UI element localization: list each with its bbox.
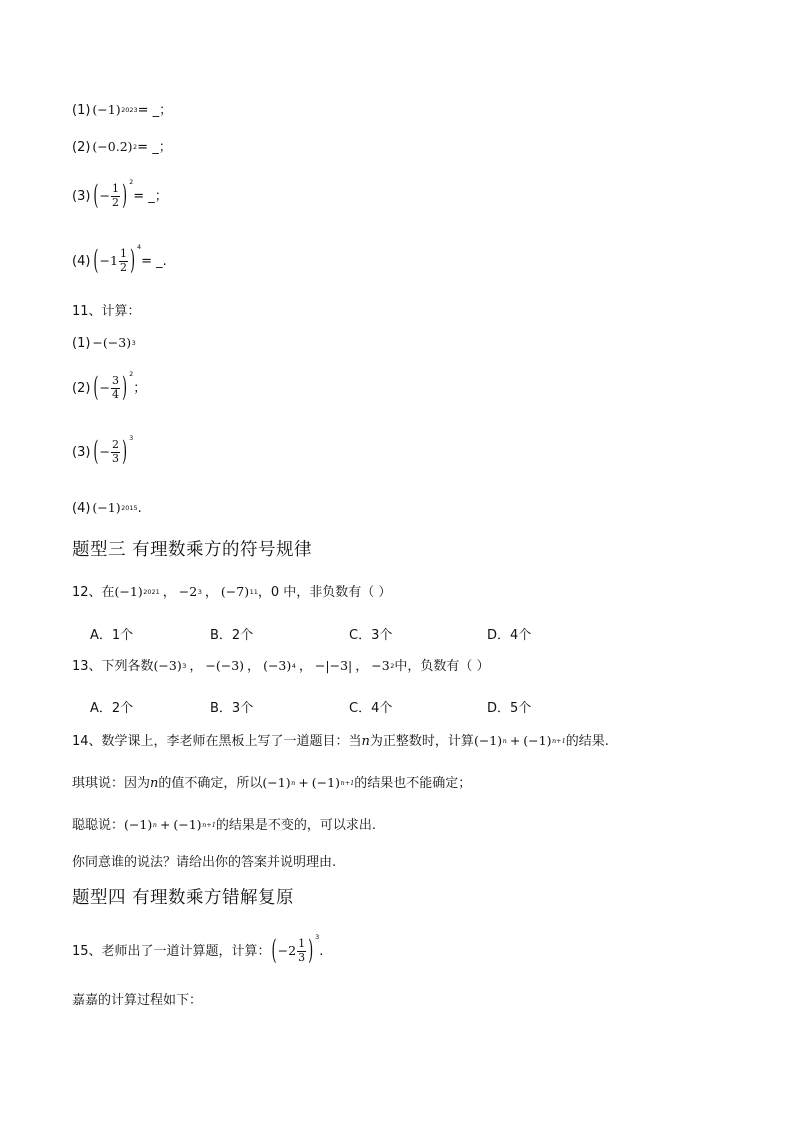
comma: ， <box>247 659 261 674</box>
term-3: (−3) <box>263 658 292 674</box>
q11-title: 11、计算： <box>72 304 141 319</box>
whole-part: 2 <box>288 942 297 958</box>
fraction <box>119 248 128 274</box>
text: 聪聪说： <box>72 818 125 833</box>
plus-sign: + <box>159 817 171 833</box>
q10-item-4 <box>72 243 167 277</box>
question-prefix: 12、在 <box>72 585 115 600</box>
right-paren: ) <box>121 436 128 468</box>
q14-congcong-statement <box>72 819 376 832</box>
q11-item-4 <box>72 502 142 515</box>
text: 为正整数时，计算 <box>369 734 474 749</box>
q10-item-3 <box>72 178 168 212</box>
option-d[interactable]: D．5个 <box>487 701 532 716</box>
left-paren: ( <box>93 180 99 212</box>
q14-prompt: 你同意谁的说法？请给出你的答案并说明理由. <box>72 855 337 870</box>
exponent: 4 <box>137 243 142 251</box>
denominator: 3 <box>298 950 306 964</box>
q10-item-2 <box>72 141 172 154</box>
expression-term: (−1) <box>523 733 552 749</box>
right-paren: ) <box>121 372 128 404</box>
numerator: 2 <box>111 438 119 451</box>
comma: ， <box>355 659 369 674</box>
exponent: 3 <box>129 434 134 442</box>
exponent: 2021 <box>143 588 160 597</box>
q14-qiqi-statement <box>72 777 471 790</box>
option-d[interactable]: D．4个 <box>487 628 532 643</box>
expression-term: (−1) <box>473 733 503 749</box>
left-paren: ( <box>271 935 277 967</box>
exponent: 3 <box>182 662 187 671</box>
item-label: (2) <box>72 140 91 155</box>
item-label: (2) <box>72 380 91 396</box>
term-5: −3 <box>371 658 390 674</box>
expression: (−1) <box>92 102 121 118</box>
item-label: (1) <box>72 336 91 351</box>
comma: ， <box>189 659 203 674</box>
term-1: (−3) <box>153 658 182 674</box>
item-label: (4) <box>72 501 91 516</box>
left-paren: ( <box>93 436 99 468</box>
exponent: 2 <box>129 178 134 186</box>
exponent: 2 <box>129 370 134 378</box>
q12-question <box>72 586 391 599</box>
variable-n: n <box>361 734 370 749</box>
comma: ， <box>204 585 218 600</box>
exponent: 2 <box>133 143 138 152</box>
punctuation: ； <box>133 380 147 396</box>
numerator: 1 <box>298 937 306 950</box>
term-2: −(−3) <box>205 658 245 674</box>
question-prefix: 13、下列各数 <box>72 659 154 674</box>
option-b[interactable]: B．3个 <box>210 701 254 716</box>
term-1: (−1) <box>114 584 143 600</box>
numerator: 1 <box>111 182 119 195</box>
left-paren: ( <box>93 245 99 277</box>
denominator: 2 <box>111 195 119 209</box>
term-2: −2 <box>178 584 198 600</box>
answer-blank: = _； <box>133 188 168 204</box>
expression-term: (−1) <box>124 817 153 833</box>
text: 的结果. <box>565 734 609 749</box>
option-a[interactable]: A．2个 <box>90 701 134 716</box>
expression: (−0.2) <box>92 139 133 155</box>
expression-term: (−1) <box>311 775 340 791</box>
text: 的结果是不变的，可以求出. <box>215 818 376 833</box>
item-label: (4) <box>72 253 91 269</box>
exponent: 4 <box>291 662 296 671</box>
text: 的值不确定，所以 <box>158 776 263 791</box>
exponent: 3 <box>197 588 202 597</box>
comma: ， <box>298 659 312 674</box>
fraction <box>111 375 120 401</box>
exponent: n <box>291 779 296 788</box>
exponent: 2023 <box>121 106 138 115</box>
item-label: (1) <box>72 103 91 118</box>
fraction <box>297 938 306 964</box>
minus-sign: − <box>99 379 110 395</box>
exponent: n+1 <box>340 779 355 788</box>
plus-sign: + <box>509 733 521 749</box>
section-heading-4: 题型四 有理数乘方错解复原 <box>72 888 295 908</box>
exponent: 3 <box>315 933 320 941</box>
fraction <box>111 439 120 465</box>
section-heading-3: 题型三 有理数乘方的符号规律 <box>72 540 313 560</box>
answer-blank: = _； <box>137 140 172 155</box>
expression-term: (−1) <box>262 775 291 791</box>
item-label: (3) <box>72 188 91 204</box>
numerator: 3 <box>111 374 119 387</box>
exponent: 11 <box>249 588 258 597</box>
text: 的结果也不能确定； <box>354 776 472 791</box>
exponent: 2 <box>390 662 395 671</box>
option-b[interactable]: B．2个 <box>210 628 254 643</box>
exponent: 3 <box>131 339 136 348</box>
exponent: 2015 <box>121 504 138 513</box>
plus-sign: + <box>298 775 309 791</box>
q10-item-1 <box>72 104 172 117</box>
variable-n: n <box>150 776 159 791</box>
exponent: n <box>152 821 157 830</box>
q11-item-3 <box>72 434 134 468</box>
option-c[interactable]: C．4个 <box>349 701 393 716</box>
q15-jiajia-process: 嘉嘉的计算过程如下： <box>72 993 203 1008</box>
exponent: n <box>502 737 507 746</box>
question-suffix: ，0 中，非负数有（ ） <box>257 585 392 600</box>
minus-sign: − <box>277 942 289 958</box>
q11-item-2 <box>72 370 147 404</box>
punctuation: . <box>137 501 142 516</box>
q13-question <box>72 660 489 673</box>
expression: (−1) <box>92 500 121 516</box>
term-4: −|−3| <box>314 658 353 674</box>
minus-sign: − <box>99 443 110 459</box>
expression: −(−3) <box>92 335 132 351</box>
denominator: 4 <box>111 387 119 401</box>
fraction <box>111 183 120 209</box>
exponent: n+1 <box>551 737 566 746</box>
q11-item-1 <box>72 337 136 350</box>
numerator: 1 <box>119 247 127 260</box>
right-paren: ) <box>129 245 136 277</box>
right-paren: ) <box>308 935 314 967</box>
comma: ， <box>162 585 176 600</box>
right-paren: ) <box>121 180 128 212</box>
punctuation: . <box>319 943 324 959</box>
whole-part: 1 <box>109 252 118 268</box>
answer-blank: = _； <box>137 103 173 118</box>
option-c[interactable]: C．3个 <box>349 628 393 643</box>
question-prefix: 15、老师出了一道计算题，计算： <box>72 943 271 959</box>
item-label: (3) <box>72 444 91 460</box>
exponent: n+1 <box>202 821 216 830</box>
text: 琪琪说：因为 <box>72 776 151 791</box>
left-paren: ( <box>93 372 99 404</box>
expression-term: (−1) <box>173 817 202 833</box>
q15-question <box>72 933 324 967</box>
term-3: (−7) <box>220 584 250 600</box>
text: 14、数学课上，李老师在黑板上写了一道题目：当 <box>72 734 362 749</box>
denominator: 3 <box>111 451 119 465</box>
minus-sign: − <box>99 252 110 268</box>
question-suffix: 中，负数有（ ） <box>394 659 490 674</box>
option-a[interactable]: A．1个 <box>90 628 134 643</box>
q14-question <box>72 735 609 748</box>
answer-blank: = _. <box>141 253 167 269</box>
denominator: 2 <box>119 260 127 274</box>
minus-sign: − <box>99 187 110 203</box>
